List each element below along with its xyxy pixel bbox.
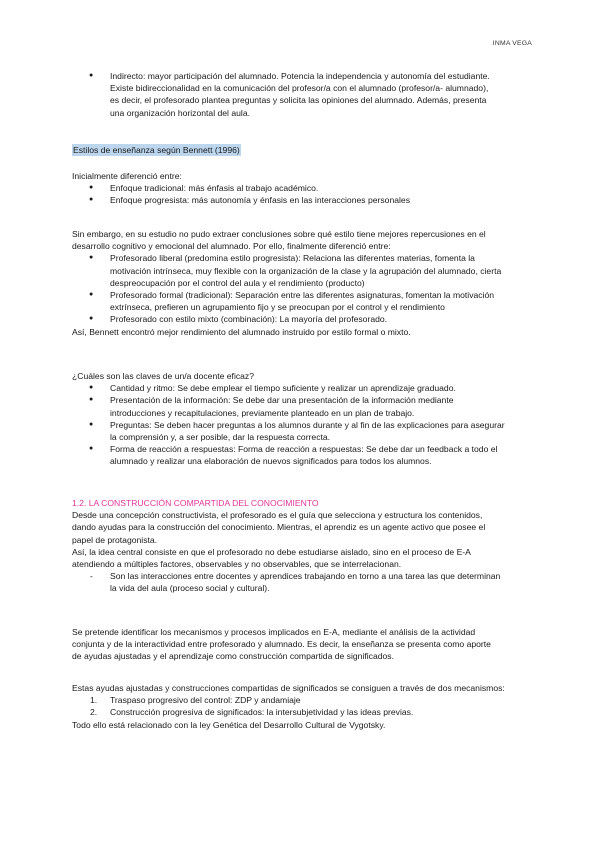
mechanisms-block — [72, 682, 532, 731]
paragraph-line: papel de protagonista. — [72, 534, 158, 545]
paragraph-line: Así, Bennett encontró mejor rendimiento del alumnado instruido por estilo formal o mixto. — [72, 326, 411, 337]
header-author: INMA VEGA — [492, 40, 532, 47]
section-title: 1.2. LA CONSTRUCCIÓN COMPARTIDA DEL CONOCIMIENTO — [72, 498, 319, 508]
question-heading: ¿Cuáles son las claves de un/a docente eficaz? — [72, 371, 255, 381]
bullet-icon: ● — [89, 315, 94, 323]
list-item: ● Profesorado formal (tradicional): Separación entre las diferentes asignaturas, fomentan la motivación extrínseca, prefieren un agrupamiento fijo y se preocupan por el control y el rendimiento — [89, 290, 495, 313]
paragraph-line: Desde una concepción constructivista, el profesorado es el guía que selecciona y estructura los contenidos, — [72, 510, 483, 521]
list-item: ● Cantidad y ritmo: Se debe emplear el tiempo suficiente y realizar un aprendizaje graduado. — [89, 383, 456, 394]
section-heading: Estilos de enseñanza según Bennett (1996) — [73, 145, 240, 155]
paragraph-line: desarrollo cognitivo y emocional del alumnado. Por ello, finalmente diferenció entre: — [72, 241, 391, 252]
bullet-icon: ● — [89, 72, 94, 79]
list-item: - Son las interacciones entre docentes y aprendices trabajando en torno a una tarea las que determinan la vida del aula (proceso social y cultural). — [90, 571, 501, 594]
list-item: ● Profesorado con estilo mixto (combinación): La mayoría del profesorado. — [89, 314, 388, 325]
bullet-icon: ● — [89, 396, 94, 404]
bullet-icon: ● — [89, 254, 94, 262]
bennett-heading-block — [72, 144, 532, 156]
indirecto-bullet — [72, 70, 532, 119]
paragraph-line: Así, la idea central consiste en que el profesorado no debe estudiarse aislado, sino en el proceso de E-A — [72, 546, 471, 557]
section-1-2-block — [72, 497, 532, 595]
bullet-icon: ● — [89, 420, 94, 428]
bullet-icon: ● — [89, 384, 94, 392]
bullet-icon: ● — [89, 184, 94, 192]
list-item: ● Presentación de la información: Se debe dar una presentación de la información mediante introducciones y recapitulaciones, previamente planteado en un plan de trabajo. — [89, 395, 454, 418]
paragraph-line: de ayudas ajustadas y el aprendizaje como construcción compartida de significados. — [72, 651, 394, 662]
paragraph-line: atendiendo a múltiples factores, observables y no observables, que se interrelacionan. — [72, 559, 402, 570]
bullet-icon: ● — [89, 445, 94, 453]
paragraph-block — [72, 626, 532, 663]
list-item: ● Forma de reacción a respuestas: Forma de reacción a respuestas: Se debe dar un feedback a todo el alumnado y realizar una elaboración de nuevos significados para todos los alumnos. — [89, 444, 498, 467]
bennett-intro-block — [72, 170, 532, 207]
paragraph-line: Sin embargo, en su estudio no pudo extraer conclusiones sobre qué estilo tiene mejores repercusiones en el — [72, 229, 486, 239]
paragraph-line: dando ayudas para la construcción del conocimiento. Mientras, el aprendiz es un agente activo que posee el — [72, 522, 486, 533]
paragraph-line: conjunta y de la interactividad entre profesorado y alumnado. Es decir, la enseñanza se presenta como aporte — [72, 639, 491, 650]
paragraph-line: Estas ayudas ajustadas y construcciones compartidas de significados se consiguen a través de dos mecanismos: — [72, 683, 505, 693]
claves-block — [72, 370, 532, 468]
bullet-icon: ● — [89, 291, 94, 299]
paragraph: Inicialmente diferenció entre: — [72, 171, 182, 181]
paragraph-line: Se pretende identificar los mecanismos y procesos implicados en E-A, mediante el análisis de la actividad — [72, 627, 476, 637]
list-item: ● Enfoque tradicional: más énfasis al trabajo académico. — [89, 183, 319, 194]
paragraph-line: Todo ello está relacionado con la ley Genética del Desarrollo Cultural de Vygotsky. — [72, 719, 386, 730]
list-item: 1. Traspaso progresivo del control: ZDP y andamiaje — [90, 695, 301, 706]
list-item: ● Preguntas: Se deben hacer preguntas a los alumnos durante y al fin de las explicaciones para asegurar la comprensión y, a ser posible, dar la respuesta correcta. — [89, 419, 505, 443]
list-item: ● Indirecto: mayor participación del alumnado. Potencia la independencia y autonomía del estudiante. Existe bidireccionalidad en la comunicación del profesor/a con el alumnado (profesor/a- alumnado), es decir, el profesorado plantea preguntas y solicita las opiniones del alumnado. Además, presenta una organización horizontal del aula. — [89, 71, 490, 118]
list-item: ● Enfoque progresista: más autonomía y énfasis en las interacciones personales — [89, 195, 410, 206]
list-item: 2. Construcción progresiva de significados: la intersubjetividad y las ideas previas. — [90, 707, 414, 718]
dash-marker: - — [90, 571, 93, 582]
list-item: ● Profesorado liberal (predomina estilo progresista): Relaciona las diferentes materias, fomenta la motivación intrínseca, muy flexible con la organización de la clase y la agrupación del alumnado, cierta despreocupación por el control del aula y el rendimiento (producto) — [89, 253, 502, 288]
bennett-types-block — [72, 228, 532, 338]
bullet-icon: ● — [89, 196, 94, 204]
